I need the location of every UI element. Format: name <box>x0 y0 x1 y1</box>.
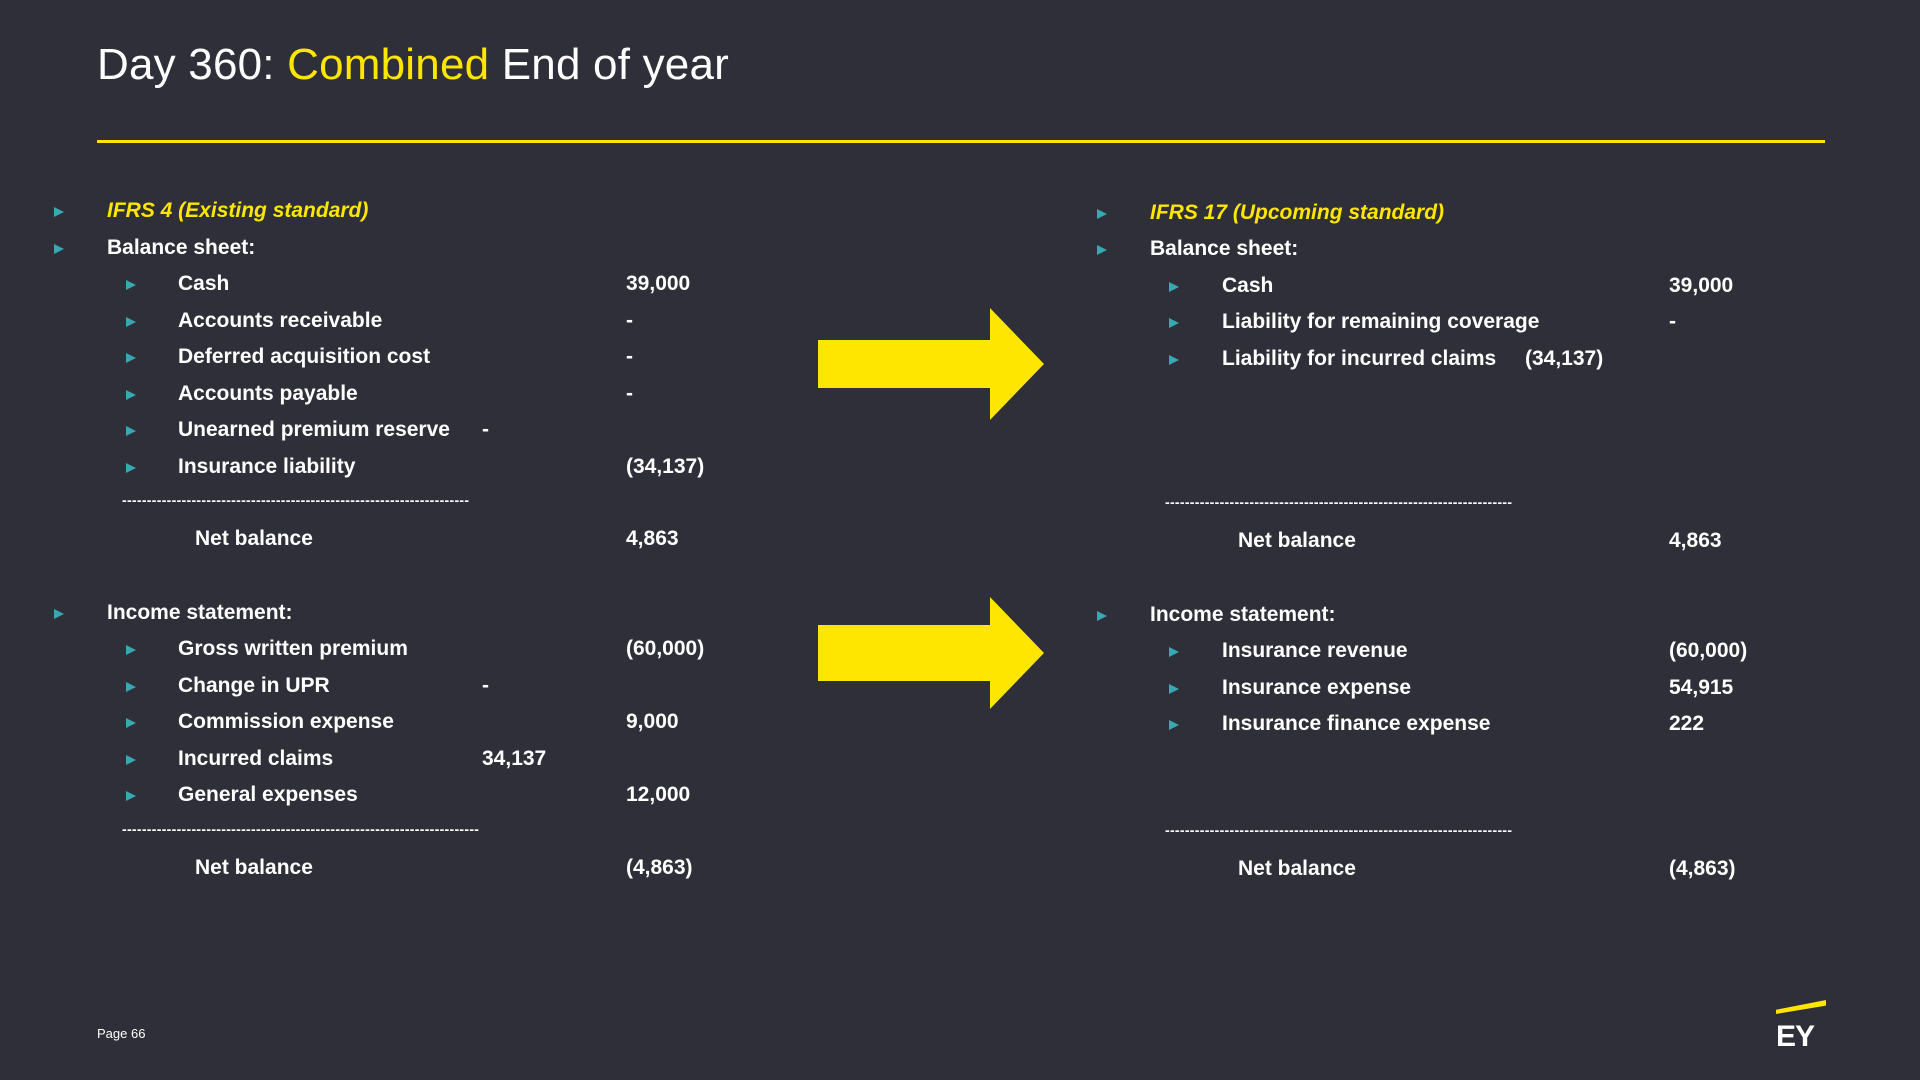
left-income-label: Income statement: <box>107 601 293 624</box>
left-balance-item-value: - <box>482 418 489 441</box>
left-balance-divider: ---------------------------------------------------------------------- <box>122 492 470 508</box>
left-income-item-value: 9,000 <box>626 710 679 733</box>
right-income-item-value: 54,915 <box>1669 676 1734 699</box>
title-highlight: Combined <box>287 40 490 89</box>
left-income-net-value: (4,863) <box>626 856 693 879</box>
right-heading: IFRS 17 (Upcoming standard) <box>1150 201 1445 224</box>
left-heading: IFRS 4 (Existing standard) <box>107 199 369 222</box>
right-income-net-label: Net balance <box>1238 857 1356 880</box>
left-income-item-label: Change in UPR <box>178 674 330 697</box>
left-balance-item-label: Unearned premium reserve <box>178 418 450 441</box>
triangle-bullet-icon <box>126 682 136 692</box>
left-balance-net-label: Net balance <box>195 527 313 550</box>
triangle-bullet-icon <box>126 718 136 728</box>
left-balance-item-value: - <box>626 382 633 405</box>
left-income-item-value: - <box>482 674 489 697</box>
title-suffix: End of year <box>489 40 729 89</box>
right-income-item-label: Insurance finance expense <box>1222 712 1491 735</box>
left-balance-item-value: - <box>626 345 633 368</box>
triangle-bullet-icon <box>1169 318 1179 328</box>
right-balance-item-label: Cash <box>1222 274 1274 297</box>
triangle-bullet-icon <box>126 463 136 473</box>
triangle-bullet-icon <box>54 244 64 254</box>
triangle-bullet-icon <box>1097 245 1107 255</box>
left-balance-label: Balance sheet: <box>107 236 256 259</box>
triangle-bullet-icon <box>126 390 136 400</box>
right-income-net-value: (4,863) <box>1669 857 1736 880</box>
right-income-label: Income statement: <box>1150 603 1336 626</box>
triangle-bullet-icon <box>126 791 136 801</box>
right-balance-item-label: Liability for remaining coverage <box>1222 310 1540 333</box>
left-balance-net-value: 4,863 <box>626 527 679 550</box>
ey-logo-icon <box>1776 1000 1826 1052</box>
right-balance-item-value: 39,000 <box>1669 274 1734 297</box>
left-balance-item-label: Deferred acquisition cost <box>178 345 431 368</box>
triangle-bullet-icon <box>1169 282 1179 292</box>
title-rule <box>97 140 1825 143</box>
left-income-divider: ------------------------------------------------------------------------ <box>122 821 480 837</box>
right-income-item-label: Insurance expense <box>1222 676 1412 699</box>
right-balance-item-value: - <box>1669 310 1676 333</box>
left-income-item-label: Incurred claims <box>178 747 334 770</box>
triangle-bullet-icon <box>126 645 136 655</box>
triangle-bullet-icon <box>126 353 136 363</box>
triangle-bullet-icon <box>1097 209 1107 219</box>
right-income-divider: ---------------------------------------------------------------------- <box>1165 822 1513 838</box>
left-balance-item-value: 39,000 <box>626 272 691 295</box>
triangle-bullet-icon <box>54 207 64 217</box>
right-balance-divider: ---------------------------------------------------------------------- <box>1165 494 1513 510</box>
triangle-bullet-icon <box>126 280 136 290</box>
page-number: Page 66 <box>97 1026 146 1041</box>
triangle-bullet-icon <box>126 755 136 765</box>
right-income-item-value: 222 <box>1669 712 1705 735</box>
ey-logo-text: EY <box>1776 1020 1815 1053</box>
triangle-bullet-icon <box>1097 611 1107 621</box>
left-income-item-label: General expenses <box>178 783 358 806</box>
triangle-bullet-icon <box>1169 647 1179 657</box>
left-income-item-value: 34,137 <box>482 747 547 770</box>
triangle-bullet-icon <box>54 609 64 619</box>
right-balance-net-label: Net balance <box>1238 529 1356 552</box>
right-arrow-icon <box>818 597 1046 709</box>
left-income-item-label: Commission expense <box>178 710 394 733</box>
page-title <box>97 40 729 90</box>
left-balance-item-label: Accounts receivable <box>178 309 383 332</box>
triangle-bullet-icon <box>1169 720 1179 730</box>
right-balance-net-value: 4,863 <box>1669 529 1722 552</box>
left-balance-item-label: Accounts payable <box>178 382 358 405</box>
right-balance-item-value: (34,137) <box>1525 347 1604 370</box>
left-balance-item-label: Cash <box>178 272 230 295</box>
left-balance-item-value: (34,137) <box>626 455 705 478</box>
triangle-bullet-icon <box>1169 684 1179 694</box>
left-income-item-value: (60,000) <box>626 637 705 660</box>
right-income-item-label: Insurance revenue <box>1222 639 1408 662</box>
left-income-item-label: Gross written premium <box>178 637 408 660</box>
ey-logo-bar <box>1776 1000 1826 1014</box>
triangle-bullet-icon <box>126 426 136 436</box>
left-balance-item-label: Insurance liability <box>178 455 356 478</box>
left-income-item-value: 12,000 <box>626 783 691 806</box>
triangle-bullet-icon <box>126 317 136 327</box>
right-income-item-value: (60,000) <box>1669 639 1748 662</box>
title-prefix: Day 360: <box>97 40 288 89</box>
left-income-net-label: Net balance <box>195 856 313 879</box>
right-balance-label: Balance sheet: <box>1150 237 1299 260</box>
right-arrow-icon <box>818 308 1046 420</box>
triangle-bullet-icon <box>1169 355 1179 365</box>
right-balance-item-label: Liability for incurred claims <box>1222 347 1497 370</box>
left-balance-item-value: - <box>626 309 633 332</box>
